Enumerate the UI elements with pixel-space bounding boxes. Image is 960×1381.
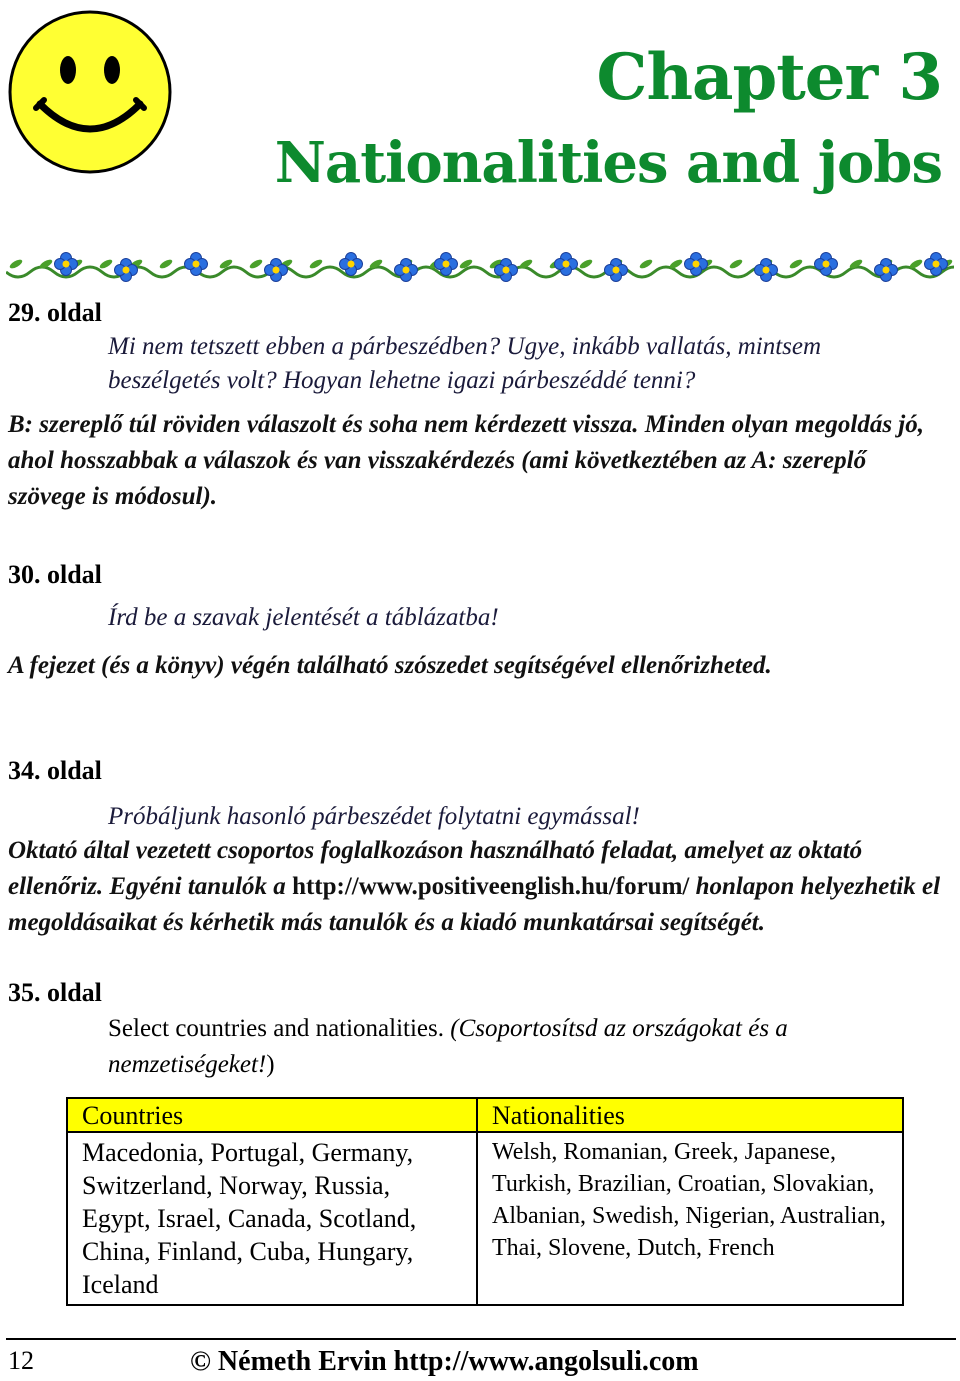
answer-34 [8, 833, 948, 941]
section-heading-34: 34. oldal [8, 756, 102, 785]
nationalities-cell: Welsh, Romanian, Greek, Japanese, Turkish, Brazilian, Croatian, Slovakian, Albanian, Swedish, Nigerian, Australian, Thai, Slovene, Dutch, French [477, 1132, 903, 1305]
answer-30: A fejezet (és a könyv) végén található szószedet segítségével ellenőrizheted. [8, 652, 772, 679]
answer-29: B: szereplő túl röviden válaszolt és soha nem kérdezett vissza. Minden olyan megoldás jó, ahol hosszabbak a válaszok és van visszakérdezés (ami következtében az A: szereplő szövege is módosul). [8, 411, 924, 510]
chapter-title: Chapter 3 [596, 40, 942, 115]
section-heading-35: 35. oldal [8, 978, 102, 1007]
instruction-29: Mi nem tetszett ebben a párbeszédben? Ugye, inkább vallatás, mintsem beszélgetés volt? Hogyan lehetne igazi párbeszéddé tenni? [108, 333, 822, 394]
instruction-30: Írd be a szavak jelentését a táblázatba! [108, 604, 499, 631]
table-header-row [67, 1098, 903, 1132]
section-heading-30: 30. oldal [8, 560, 102, 589]
instruction-34: Próbáljunk hasonló párbeszédet folytatni egymással! [108, 803, 640, 830]
header-nationalities: Nationalities [477, 1098, 903, 1132]
flower-garland-icon [6, 242, 954, 294]
chapter-subtitle: Nationalities and jobs [274, 130, 942, 196]
instruction-35-paren: ) [266, 1051, 275, 1078]
section-heading-29: 29. oldal [8, 298, 102, 327]
footer-credit: © Németh Ervin http://www.angolsuli.com [190, 1346, 699, 1377]
answer-34-part2: honlapon helyezhetik el megoldásaikat és kérhetik más tanulók és a kiadó munkatársai segítségét. [8, 873, 941, 936]
footer-divider [6, 1338, 956, 1340]
table-row [67, 1132, 903, 1305]
smiley-face-icon [6, 8, 174, 176]
header-countries: Countries [67, 1098, 477, 1132]
instruction-35 [108, 1011, 948, 1083]
countries-cell: Macedonia, Portugal, Germany, Switzerland, Norway, Russia, Egypt, Israel, Canada, Scotland, China, Finland, Cuba, Hungary, Iceland [67, 1132, 477, 1305]
instruction-35-en: Select countries and nationalities. [108, 1015, 445, 1042]
page-number: 12 [8, 1346, 34, 1375]
countries-nationalities-table [66, 1097, 904, 1306]
forum-link[interactable]: http://www.positiveenglish.hu/forum/ [292, 873, 690, 900]
answer-34-part1: Oktató által vezetett csoportos foglalkozáson használható feladat, amelyet az oktató ellenőriz. Egyéni tanulók a [8, 837, 863, 900]
instruction-35-hu: (Csoportosítsd az országokat és a nemzetiségeket! [108, 1015, 788, 1078]
